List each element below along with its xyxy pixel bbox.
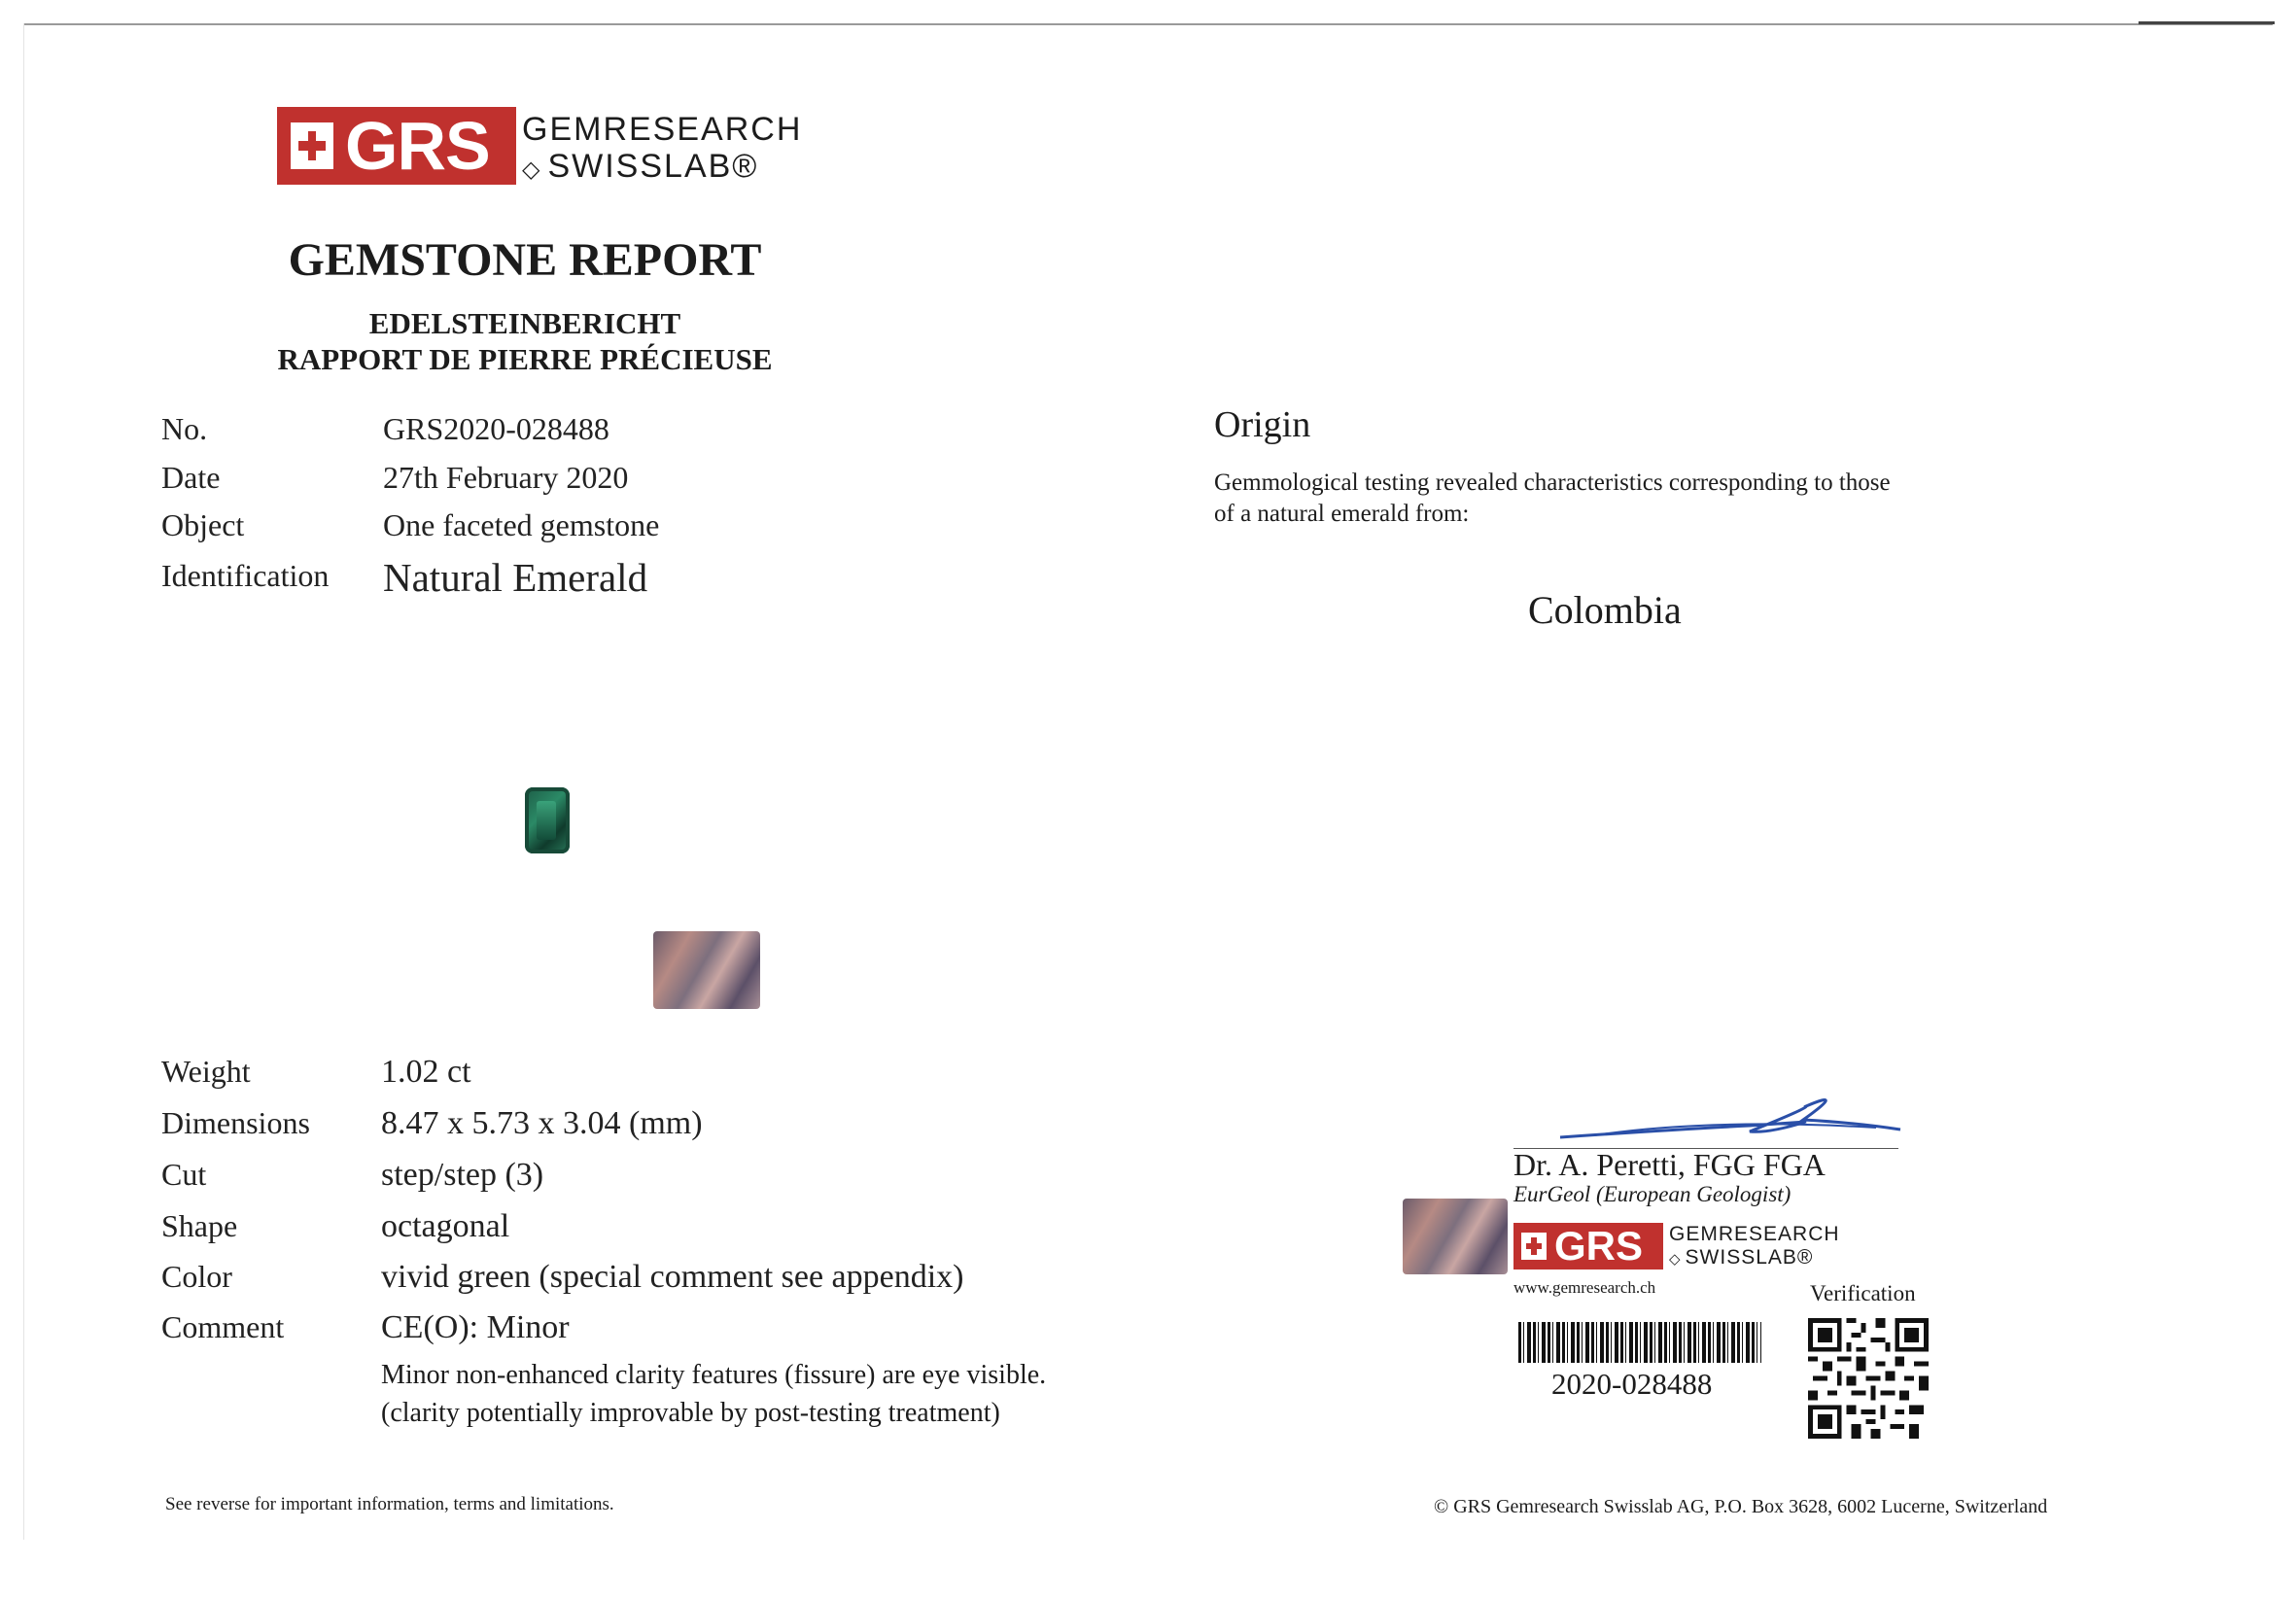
prop-value-weight: 1.02 ct — [381, 1054, 471, 1090]
grs-logo-small-badge — [1513, 1223, 1663, 1270]
hologram-seal-small — [1403, 1199, 1508, 1274]
detail-value-object: One faceted gemstone — [383, 507, 660, 542]
signatory-title: EurGeol (European Geologist) — [1513, 1182, 1792, 1206]
detail-value-no: GRS2020-028488 — [383, 411, 609, 446]
logo-line1: GEMRESEARCH — [522, 111, 803, 148]
swiss-cross-icon-small — [1521, 1233, 1547, 1260]
origin-heading: Origin — [1214, 404, 1311, 445]
left-border — [23, 23, 24, 1540]
prop-value-cut: step/step (3) — [381, 1157, 544, 1193]
signature — [1555, 1069, 1905, 1147]
prop-value-shape: octagonal — [381, 1208, 510, 1244]
origin-text-line2: of a natural emerald from: — [1214, 501, 1470, 527]
diamond-icon: ◇ — [522, 157, 542, 183]
detail-label-identification: Identification — [161, 558, 330, 593]
origin-text-line1: Gemmological testing revealed characteristics corresponding to those — [1214, 470, 1891, 496]
hologram-seal — [653, 931, 760, 1009]
subtitle-french: RAPPORT DE PIERRE PRÉCIEUSE — [277, 342, 773, 376]
footer-left: See reverse for important information, terms and limitations. — [165, 1494, 614, 1514]
detail-label-no: No. — [161, 411, 208, 446]
barcode — [1518, 1322, 1761, 1363]
qr-code[interactable] — [1808, 1318, 1929, 1439]
prop-value-color: vivid green (special comment see appendix) — [381, 1259, 964, 1295]
page-title: GEMSTONE REPORT — [288, 234, 762, 286]
logo-line2-wrap — [522, 148, 758, 186]
detail-label-date: Date — [161, 460, 221, 495]
prop-value-comment: CE(O): Minor — [381, 1309, 570, 1345]
subtitle-german: EDELSTEINBERICHT — [368, 306, 681, 340]
verification-label: Verification — [1810, 1281, 1916, 1305]
logo-small-line1: GEMRESEARCH — [1669, 1223, 1840, 1245]
prop-label-weight: Weight — [161, 1054, 251, 1089]
grs-logo-small — [1513, 1223, 1840, 1270]
gemstone-image — [525, 787, 570, 853]
logo-line2: SWISSLAB® — [547, 148, 759, 185]
logo-text: GRS — [345, 108, 490, 184]
prop-value-dimensions: 8.47 x 5.73 x 3.04 (mm) — [381, 1105, 703, 1141]
detail-value-date: 27th February 2020 — [383, 460, 629, 495]
barcode-number: 2020-028488 — [1551, 1367, 1713, 1401]
prop-label-shape: Shape — [161, 1208, 238, 1243]
detail-label-object: Object — [161, 507, 245, 542]
prop-label-cut: Cut — [161, 1157, 207, 1192]
prop-label-dimensions: Dimensions — [161, 1105, 310, 1140]
prop-label-color: Color — [161, 1259, 232, 1294]
prop-label-comment: Comment — [161, 1309, 285, 1344]
logo-small-line2-wrap — [1669, 1246, 1813, 1270]
top-border — [23, 23, 2273, 25]
top-border-accent — [2139, 21, 2275, 24]
comment-note-1: Minor non-enhanced clarity features (fissure) are eye visible. — [381, 1360, 1047, 1390]
comment-note-2: (clarity potentially improvable by post-testing treatment) — [381, 1398, 1000, 1428]
diamond-icon-small: ◇ — [1669, 1251, 1682, 1268]
website-url: www.gemresearch.ch — [1513, 1278, 1656, 1297]
detail-value-identification: Natural Emerald — [383, 555, 648, 600]
origin-country: Colombia — [1528, 588, 1682, 632]
logo-small-line2: SWISSLAB® — [1685, 1246, 1814, 1269]
grs-logo-badge — [277, 107, 516, 185]
grs-logo — [277, 107, 803, 185]
signatory-name: Dr. A. Peretti, FGG FGA — [1513, 1147, 1826, 1182]
footer-right: © GRS Gemresearch Swisslab AG, P.O. Box 3628, 6002 Lucerne, Switzerland — [1434, 1496, 2048, 1517]
logo-small-text: GRS — [1554, 1223, 1644, 1269]
swiss-cross-icon — [291, 122, 333, 169]
